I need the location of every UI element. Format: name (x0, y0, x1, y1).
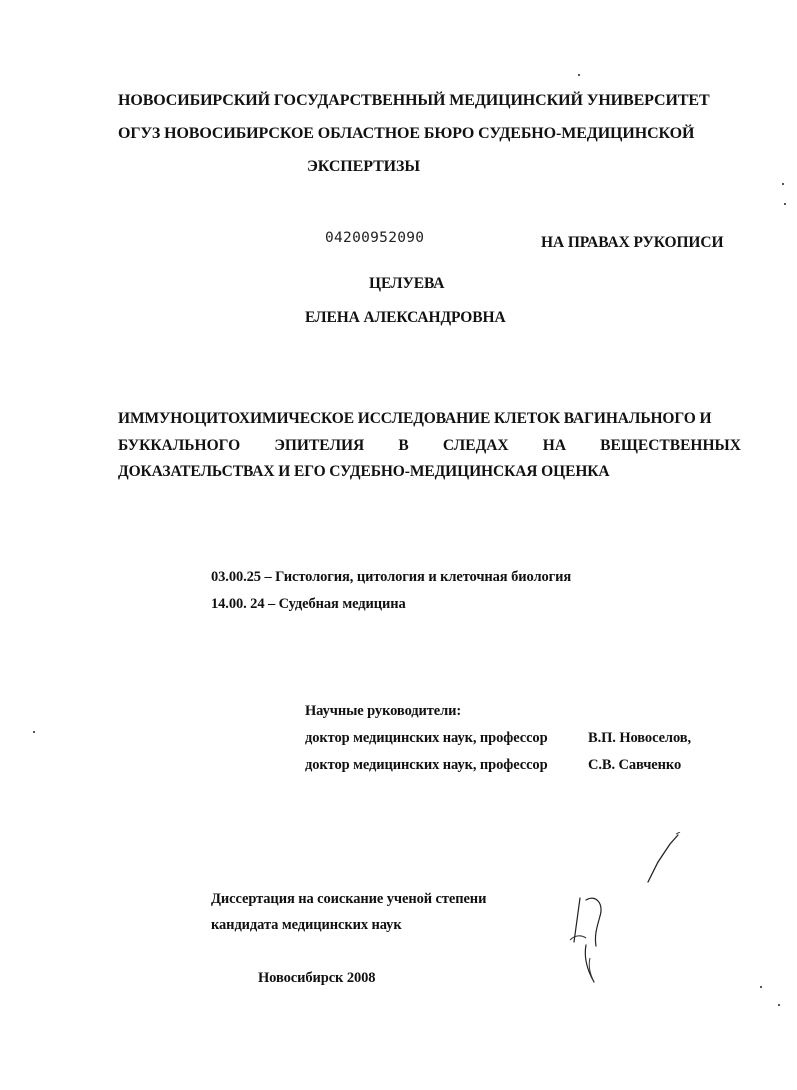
specialty-1: 03.00.25 – Гистология, цитология и клеточная биология (211, 569, 572, 585)
scan-speck (782, 183, 784, 185)
author-name: ЕЛЕНА АЛЕКСАНДРОВНА (305, 309, 506, 326)
supervisor-1-name: В.П. Новоселов, (588, 730, 692, 746)
supervisors-heading: Научные руководители: (305, 703, 462, 719)
title-line1: ИММУНОЦИТОХИМИЧЕСКОЕ ИССЛЕДОВАНИЕ КЛЕТОК ВАГИНАЛЬНОГО И (118, 410, 712, 427)
title-word: ВЕЩЕСТВЕННЫХ (600, 437, 741, 454)
supervisor-2-name: С.В. Савченко (588, 757, 682, 773)
title-line3: ДОКАЗАТЕЛЬСТВАХ И ЕГО СУДЕБНО-МЕДИЦИНСКАЯ ОЦЕНКА (118, 463, 610, 480)
author-surname: ЦЕЛУЕВА (369, 275, 445, 292)
dissertation-line1: Диссертация на соискание ученой степени (211, 891, 487, 907)
catalog-number: 04200952090 (325, 230, 425, 246)
place-year: Новосибирск 2008 (258, 970, 376, 986)
bureau-name-line2: ЭКСПЕРТИЗЫ (307, 158, 420, 175)
signature-initials (560, 890, 620, 990)
scan-speck (578, 74, 580, 76)
supervisor-1-degree: доктор медицинских наук, профессор (305, 730, 548, 746)
title-word: В (398, 437, 409, 454)
university-name: НОВОСИБИРСКИЙ ГОСУДАРСТВЕННЫЙ МЕДИЦИНСКИЙ УНИВЕРСИТЕТ (118, 92, 710, 109)
scan-speck (33, 731, 35, 733)
specialty-2: 14.00. 24 – Судебная медицина (211, 596, 406, 612)
dissertation-line2: кандидата медицинских наук (211, 917, 402, 933)
title-line2 (118, 437, 741, 455)
title-word: СЛЕДАХ (442, 437, 509, 454)
title-word: БУККАЛЬНОГО (118, 437, 241, 454)
scan-speck (778, 1004, 780, 1006)
manuscript-rights: НА ПРАВАХ РУКОПИСИ (541, 234, 724, 251)
signature-stroke (640, 832, 690, 888)
supervisor-2-degree: доктор медицинских наук, профессор (305, 757, 548, 773)
title-word: НА (542, 437, 567, 454)
title-word: ЭПИТЕЛИЯ (274, 437, 365, 454)
bureau-name-line1: ОГУЗ НОВОСИБИРСКОЕ ОБЛАСТНОЕ БЮРО СУДЕБНО-МЕДИЦИНСКОЙ (118, 125, 695, 142)
scan-speck (784, 203, 786, 205)
scan-speck (760, 986, 762, 988)
